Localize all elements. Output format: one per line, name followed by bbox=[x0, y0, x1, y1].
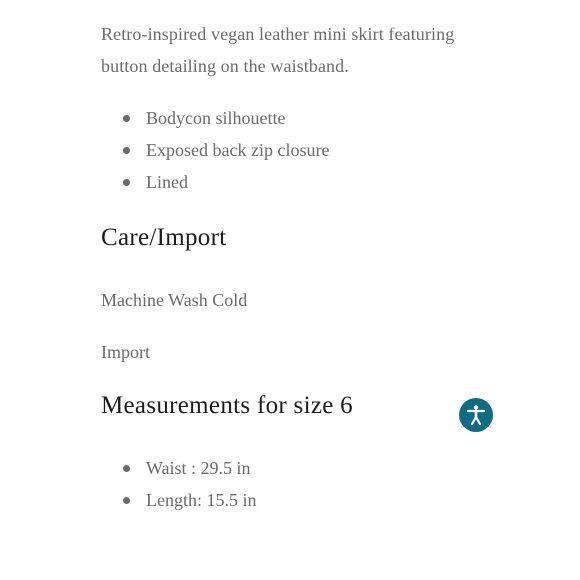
measurement-item: Length: 15.5 in bbox=[101, 484, 501, 516]
feature-list bbox=[101, 102, 501, 198]
accessibility-icon bbox=[464, 403, 488, 427]
measurements-heading: Measurements for size 6 bbox=[101, 392, 353, 419]
measurement-item: Waist : 29.5 in bbox=[101, 452, 501, 484]
feature-item: Exposed back zip closure bbox=[101, 134, 501, 166]
feature-item: Bodycon silhouette bbox=[101, 102, 501, 134]
product-description: Retro-inspired vegan leather mini skirt featuring button detailing on the waistband. bbox=[101, 24, 455, 76]
measurements-list bbox=[101, 452, 501, 516]
feature-item: Lined bbox=[101, 166, 501, 198]
accessibility-button[interactable] bbox=[459, 398, 493, 432]
product-details bbox=[101, 18, 501, 516]
care-wash-text: Machine Wash Cold bbox=[101, 290, 248, 310]
care-heading: Care/Import bbox=[101, 224, 227, 251]
care-import-text: Import bbox=[101, 342, 150, 362]
